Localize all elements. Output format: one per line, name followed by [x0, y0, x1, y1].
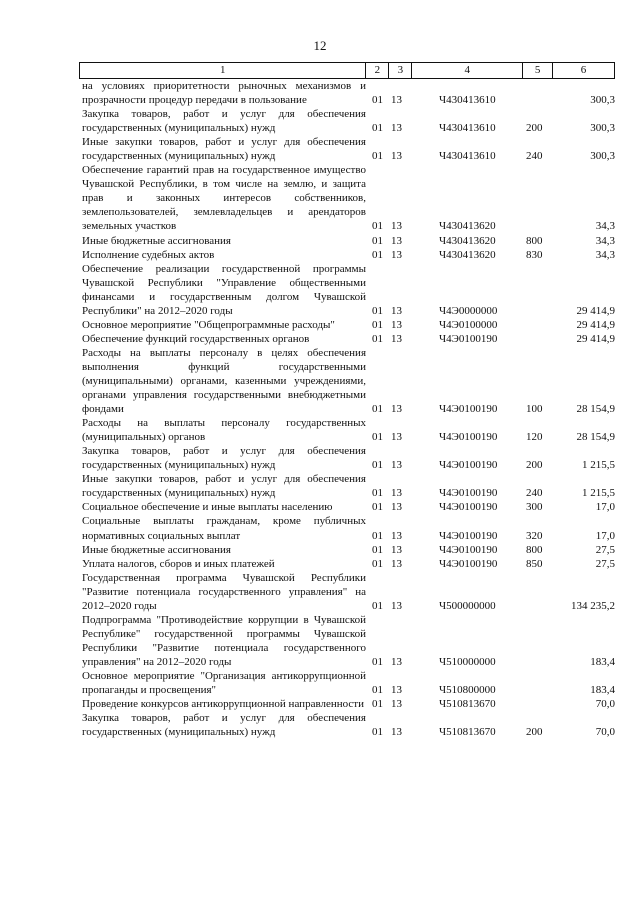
- row-amount: 34,3: [595, 234, 615, 247]
- row-subsection-code: 13: [391, 150, 402, 163]
- row-target-article-code: Ч430413610: [439, 94, 496, 107]
- row-expense-type-code: 800: [526, 543, 543, 556]
- row-name: Закупка товаров, работ и услуг для обеспечения государственных (муниципальных) нужд: [82, 108, 366, 135]
- table-row: [79, 262, 615, 318]
- row-section-code: 01: [372, 248, 383, 261]
- row-target-article-code: Ч4Э0100190: [439, 332, 498, 345]
- row-subsection-code: 13: [391, 403, 402, 416]
- row-expense-type-code: 850: [526, 557, 543, 570]
- row-subsection-code: 13: [391, 599, 402, 612]
- row-name: на условиях приоритетности рыночных механизмов и прозрачности процедур передачи в пользование: [82, 80, 366, 107]
- row-expense-type-code: 240: [526, 487, 543, 500]
- row-section-code: 01: [372, 94, 383, 107]
- row-expense-type-code: 320: [526, 529, 543, 542]
- table-row: [79, 107, 615, 135]
- row-name: Иные бюджетные ассигнования: [82, 234, 231, 247]
- row-target-article-code: Ч430413620: [439, 220, 496, 233]
- row-subsection-code: 13: [391, 248, 402, 261]
- row-name: Обеспечение гарантий прав на государственное имущество Чувашской Республики, в том числе на землю, и защита прав и законных интересов собственников, землепользователей, землевладельцев и арендаторов земельных участков: [82, 164, 366, 233]
- header-col-5: 5: [523, 63, 553, 78]
- row-expense-type-code: 100: [526, 403, 543, 416]
- row-target-article-code: Ч4Э0100190: [439, 543, 498, 556]
- row-target-article-code: Ч4Э0100190: [439, 431, 498, 444]
- row-subsection-code: 13: [391, 234, 402, 247]
- table-row: [79, 711, 615, 739]
- row-subsection-code: 13: [391, 459, 402, 472]
- row-section-code: 01: [372, 726, 383, 739]
- row-section-code: 01: [372, 122, 383, 135]
- row-subsection-code: 13: [391, 726, 402, 739]
- table-row: [79, 248, 615, 262]
- row-subsection-code: 13: [391, 94, 402, 107]
- header-col-3: 3: [389, 63, 412, 78]
- row-subsection-code: 13: [391, 487, 402, 500]
- row-amount: 17,0: [595, 501, 615, 514]
- table-row: [79, 318, 615, 332]
- row-subsection-code: 13: [391, 122, 402, 135]
- row-name: Основное мероприятие "Общепрограммные расходы": [82, 318, 335, 331]
- row-section-code: 01: [372, 655, 383, 668]
- header-col-1: 1: [80, 63, 366, 78]
- row-name: Расходы на выплаты персоналу государственных (муниципальных) органов: [82, 417, 366, 444]
- page-number: 12: [313, 38, 327, 53]
- table-row: [79, 543, 615, 557]
- row-section-code: 01: [372, 318, 383, 331]
- row-section-code: 01: [372, 543, 383, 556]
- row-name: Подпрограмма "Противодействие коррупции в Чувашской Республике" государственной программы Чувашской Республики "Развитие потенциала государственного управления" на 2012–2020 годы: [82, 613, 366, 668]
- row-target-article-code: Ч4Э0100000: [439, 318, 498, 331]
- table-row: [79, 514, 615, 542]
- table-row: [79, 79, 615, 107]
- row-amount: 134 235,2: [571, 599, 615, 612]
- row-amount: 183,4: [590, 655, 615, 668]
- header-col-6: 6: [553, 63, 615, 78]
- row-target-article-code: Ч510813670: [439, 726, 496, 739]
- row-name: Расходы на выплаты персоналу в целях обеспечения выполнения функций государственными (муниципальными) органами, казенными учреждениями, органами управления государственными внебюджетными фондами: [82, 346, 366, 416]
- table-row: [79, 234, 615, 248]
- row-target-article-code: Ч4Э0100190: [439, 501, 498, 514]
- row-amount: 34,3: [595, 220, 615, 233]
- row-subsection-code: 13: [391, 684, 402, 697]
- row-target-article-code: Ч430413610: [439, 150, 496, 163]
- row-subsection-code: 13: [391, 557, 402, 570]
- row-amount: 34,3: [595, 248, 615, 261]
- row-amount: 28 154,9: [576, 431, 615, 444]
- row-name: Закупка товаров, работ и услуг для обеспечения государственных (муниципальных) нужд: [82, 712, 366, 739]
- table-row: [79, 472, 615, 500]
- row-name: Иные закупки товаров, работ и услуг для обеспечения государственных (муниципальных) нужд: [82, 136, 366, 163]
- row-amount: 17,0: [595, 529, 615, 542]
- row-target-article-code: Ч4Э0100190: [439, 459, 498, 472]
- table-header-row: [79, 62, 615, 79]
- row-amount: 300,3: [590, 150, 615, 163]
- table-row: [79, 163, 615, 233]
- table-row: [79, 669, 615, 697]
- row-amount: 70,0: [595, 698, 615, 711]
- row-section-code: 01: [372, 234, 383, 247]
- table-row: [79, 444, 615, 472]
- row-amount: 29 414,9: [576, 332, 615, 345]
- row-subsection-code: 13: [391, 220, 402, 233]
- row-target-article-code: Ч510813670: [439, 698, 496, 711]
- row-section-code: 01: [372, 431, 383, 444]
- row-amount: 1 215,5: [582, 459, 615, 472]
- row-target-article-code: Ч4Э0100190: [439, 403, 498, 416]
- row-section-code: 01: [372, 220, 383, 233]
- row-name: Обеспечение реализации государственной программы Чувашской Республики "Управление общественными финансами и государственным долгом Чувашской Республики" на 2012–2020 годы: [82, 262, 366, 317]
- row-amount: 300,3: [590, 122, 615, 135]
- table-row: [79, 346, 615, 416]
- row-section-code: 01: [372, 332, 383, 345]
- row-section-code: 01: [372, 459, 383, 472]
- row-expense-type-code: 800: [526, 234, 543, 247]
- row-section-code: 01: [372, 150, 383, 163]
- row-section-code: 01: [372, 557, 383, 570]
- row-expense-type-code: 300: [526, 501, 543, 514]
- row-name: Проведение конкурсов антикоррупционной направленности: [82, 698, 364, 711]
- table-body: [79, 79, 615, 739]
- table-row: [79, 332, 615, 346]
- row-section-code: 01: [372, 501, 383, 514]
- table-row: [79, 135, 615, 163]
- row-target-article-code: Ч510000000: [439, 655, 496, 668]
- row-amount: 183,4: [590, 684, 615, 697]
- row-section-code: 01: [372, 698, 383, 711]
- row-expense-type-code: 200: [526, 459, 543, 472]
- row-target-article-code: Ч430413610: [439, 122, 496, 135]
- row-name: Закупка товаров, работ и услуг для обеспечения государственных (муниципальных) нужд: [82, 445, 366, 472]
- header-col-2: 2: [366, 63, 389, 78]
- row-target-article-code: Ч4Э0100190: [439, 487, 498, 500]
- row-section-code: 01: [372, 487, 383, 500]
- row-section-code: 01: [372, 403, 383, 416]
- row-section-code: 01: [372, 304, 383, 317]
- row-name: Иные закупки товаров, работ и услуг для обеспечения государственных (муниципальных) нужд: [82, 473, 366, 500]
- table-row: [79, 697, 615, 711]
- row-target-article-code: Ч430413620: [439, 234, 496, 247]
- row-expense-type-code: 240: [526, 150, 543, 163]
- row-subsection-code: 13: [391, 655, 402, 668]
- row-expense-type-code: 200: [526, 726, 543, 739]
- row-amount: 27,5: [595, 543, 615, 556]
- row-name: Исполнение судебных актов: [82, 248, 215, 261]
- row-subsection-code: 13: [391, 698, 402, 711]
- row-target-article-code: Ч510800000: [439, 684, 496, 697]
- row-section-code: 01: [372, 684, 383, 697]
- row-amount: 29 414,9: [576, 318, 615, 331]
- row-subsection-code: 13: [391, 318, 402, 331]
- row-amount: 28 154,9: [576, 403, 615, 416]
- row-target-article-code: Ч4Э0100190: [439, 529, 498, 542]
- row-expense-type-code: 120: [526, 431, 543, 444]
- row-section-code: 01: [372, 529, 383, 542]
- row-subsection-code: 13: [391, 543, 402, 556]
- table-row: [79, 500, 615, 514]
- row-expense-type-code: 200: [526, 122, 543, 135]
- header-col-4: 4: [412, 63, 523, 78]
- row-name: Иные бюджетные ассигнования: [82, 543, 231, 556]
- row-target-article-code: Ч430413620: [439, 248, 496, 261]
- row-expense-type-code: 830: [526, 248, 543, 261]
- row-name: Основное мероприятие "Организация антикоррупционной пропаганды и просвещения": [82, 669, 366, 697]
- row-amount: 70,0: [595, 726, 615, 739]
- row-amount: 300,3: [590, 94, 615, 107]
- table-row: [79, 557, 615, 571]
- row-subsection-code: 13: [391, 501, 402, 514]
- table-row: [79, 571, 615, 613]
- row-target-article-code: Ч4Э0000000: [439, 304, 498, 317]
- row-name: Уплата налогов, сборов и иных платежей: [82, 557, 275, 570]
- row-amount: 29 414,9: [576, 304, 615, 317]
- row-target-article-code: Ч4Э0100190: [439, 557, 498, 570]
- row-name: Социальные выплаты гражданам, кроме публичных нормативных социальных выплат: [82, 515, 366, 542]
- row-target-article-code: Ч500000000: [439, 599, 496, 612]
- budget-table: [79, 62, 615, 739]
- row-subsection-code: 13: [391, 332, 402, 345]
- row-name: Государственная программа Чувашской Республики "Развитие потенциала государственного управления" на 2012–2020 годы: [82, 571, 366, 612]
- row-name: Обеспечение функций государственных органов: [82, 332, 310, 345]
- row-subsection-code: 13: [391, 304, 402, 317]
- table-row: [79, 416, 615, 444]
- table-row: [79, 613, 615, 669]
- row-subsection-code: 13: [391, 529, 402, 542]
- row-name: Социальное обеспечение и иные выплаты населению: [82, 501, 333, 514]
- row-subsection-code: 13: [391, 431, 402, 444]
- row-section-code: 01: [372, 599, 383, 612]
- row-amount: 1 215,5: [582, 487, 615, 500]
- row-amount: 27,5: [595, 557, 615, 570]
